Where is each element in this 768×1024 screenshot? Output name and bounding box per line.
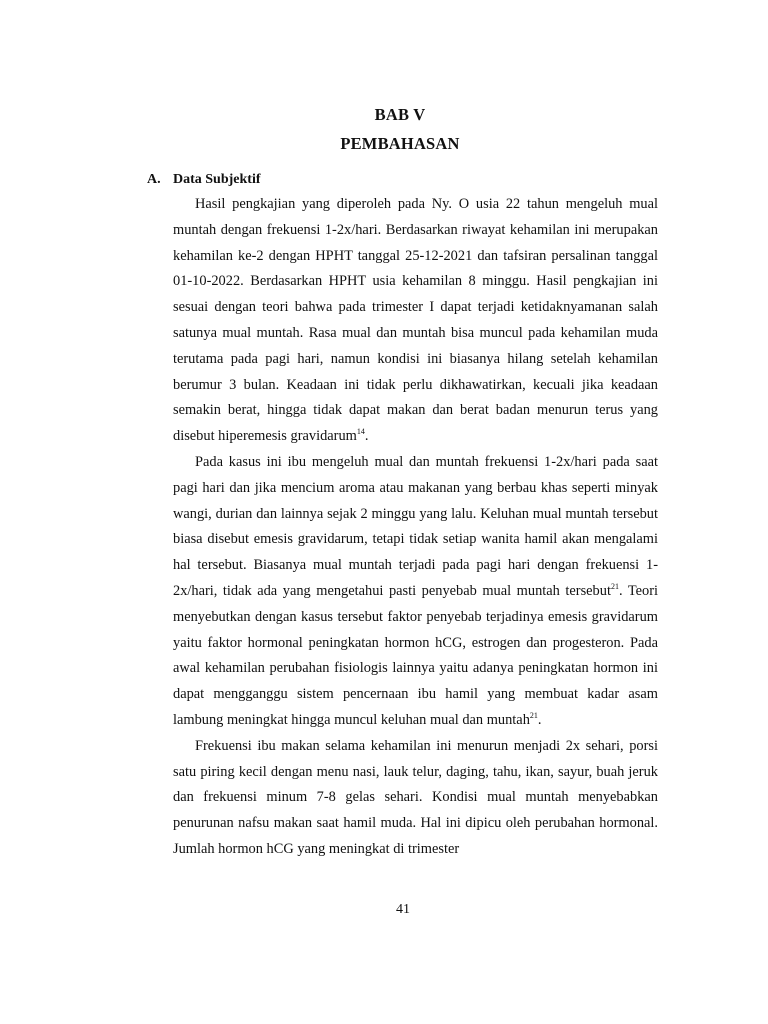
paragraph-2-middle: . Teori menyebutkan dengan kasus tersebut faktor penyebab terjadinya emesis gravidarum yaitu faktor hormonal peningkatan hormon hCG, estrogen dan progesteron. Pada awal kehamilan perubahan fisiologis lainnya yaitu adanya peningkatan hormon ini dapat mengganggu sistem pencernaan ibu hamil yang membuat kadar asam lambung meningkat hingga muncul keluhan mual dan muntah — [173, 582, 658, 728]
section-body — [173, 192, 658, 863]
page-number: 41 — [396, 902, 410, 917]
citation-21: 21 — [610, 581, 619, 591]
chapter-number: BAB V — [374, 105, 426, 124]
paragraph-2 — [173, 450, 658, 734]
section-heading — [147, 172, 261, 188]
paragraph-3-text: Frekuensi ibu makan selama kehamilan ini menurun menjadi 2x sehari, porsi satu piring kecil dengan menu nasi, lauk telur, daging, tahu, ikan, sayur, buah jeruk dan frekuensi minum 7-8 gelas sehari. Kondisi mual muntah menyebabkan penurunan nafsu makan saat hamil muda. Hal ini dipicu oleh perubahan hormonal. Jumlah hormon hCG yang meningkat di trimester — [173, 737, 658, 857]
paragraph-1-end: . — [364, 428, 369, 445]
paragraph-2-text: Pada kasus ini ibu mengeluh mual dan muntah frekuensi 1-2x/hari pada saat pagi hari dan jika mencium aroma atau makanan yang berbau khas seperti minyak wangi, durian dan lainnya sejak 2 minggu yang lalu. Keluhan mual muntah tersebut biasa disebut emesis gravidarum, tetapi tidak setiap wanita hamil akan mengalami hal tersebut. Biasanya mual muntah terjadi pada pagi hari dengan frekuensi 1-2x/hari, tidak ada yang mengetahui pasti penyebab mual muntah tersebut — [173, 453, 658, 599]
paragraph-1-text: Hasil pengkajian yang diperoleh pada Ny. O usia 22 tahun mengeluh mual muntah dengan frekuensi 1-2x/hari. Berdasarkan riwayat kehamilan ini merupakan kehamilan ke-2 dengan HPHT tanggal 25-12-2021 dan tafsiran persalinan tanggal 01-10-2022. Berdasarkan HPHT usia kehamilan 8 minggu. Hasil pengkajian ini sesuai dengan teori bahwa pada trimester I dapat terjadi ketidaknyamanan salah satunya mual muntah. Rasa mual dan muntah bisa muncul pada kehamilan muda terutama pada pagi hari, namun kondisi ini biasanya hilang setelah kehamilan berumur 3 bulan. Keadaan ini tidak perlu dikhawatirkan, kecuali jika keadaan semakin berat, hingga tidak dapat makan dan berat badan menurun terus yang disebut hiperemesis gravidarum — [173, 196, 658, 445]
citation-21-second: 21 — [529, 710, 538, 720]
chapter-title: PEMBAHASAN — [340, 134, 460, 153]
paragraph-2-end: . — [537, 711, 542, 728]
paragraph-3 — [173, 734, 658, 863]
paragraph-1 — [173, 192, 658, 450]
section-letter: A. — [147, 172, 161, 187]
citation-14: 14 — [356, 427, 365, 437]
section-title: Data Subjektif — [173, 172, 261, 187]
